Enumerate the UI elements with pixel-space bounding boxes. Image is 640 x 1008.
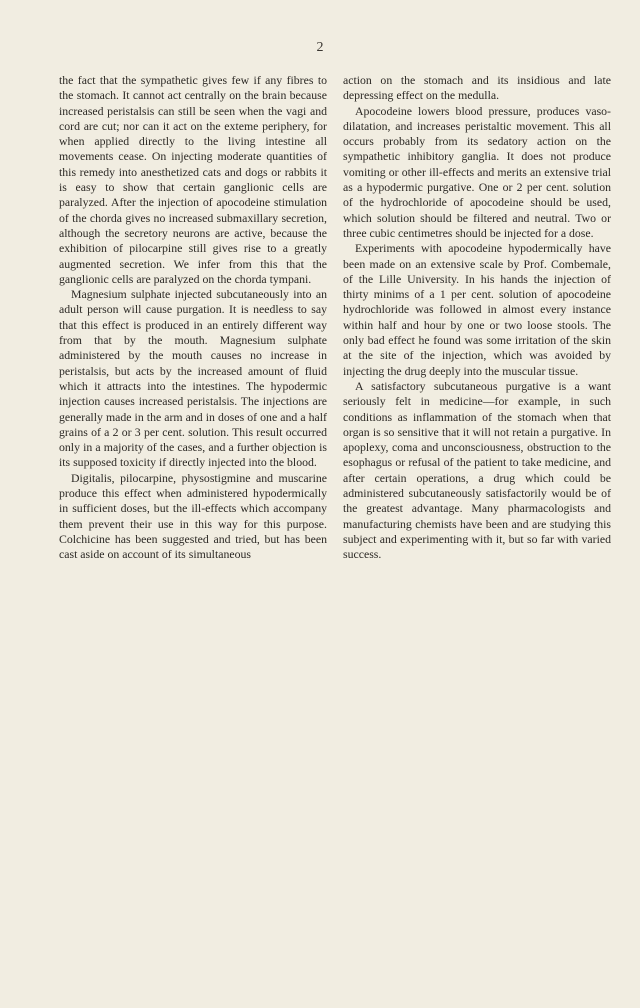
right-text-column	[343, 73, 611, 563]
paragraph: Experiments with apocodeine hypodermically have been made on an extensive scale by Prof. Combemale, of the Lille University. In his hands the injection of thirty minims of a 1 per cent. solution of apocodeine hydrochloride was followed in almost every instance within half and hour by one or two loose stools. The only bad effect he found was some irritation of the skin at the site of the injection, which was avoided by injecting the drug deeply into the muscular tissue.	[343, 241, 611, 378]
paragraph: Apocodeine lowers blood pressure, produces vaso-dilatation, and increases peristaltic movement. This all occurs probably from its sedatory action on the sympathetic inhibitory ganglia. It does not produce vomiting or other ill-effects and merits an extensive trial as a hypodermic purgative. One or 2 per cent. solution of the hydrochloride of apocodeine should be used, which solution should be filtered and neutral. Two or three cubic centimetres should be injected for a dose.	[343, 103, 611, 240]
paragraph: A satisfactory subcutaneous purgative is a want seriously felt in medicine—for example, in such conditions as inflammation of the stomach when that organ is so sensitive that it will not retain a purgative. In apoplexy, coma and unconsciousness, obstruction to the esophagus or refusal of the patient to take medicine, and after certain operations, a drug which could be administered subcutaneously satisfactorily would be of the greatest advantage. Many pharmacologists and manufacturing chemists have been and are studying this subject and experimenting with it, but so far with varied success.	[343, 378, 611, 562]
paragraph: action on the stomach and its insidious and late depressing effect on the medulla.	[343, 73, 611, 103]
paragraph: the fact that the sympathetic gives few if any fibres to the stomach. It cannot act centrally on the brain because increased peristalsis can still be seen when the vagi and cord are cut; nor can it act on the exteme periphery, for when applied directly to the living intestine all movements cease. On injecting moderate quantities of this remedy into anesthetized cats and dogs or rabbits it is easy to show that certain ganglionic cells are paralyzed. After the injection of apocodeine stimulation of the chorda gives no increased submaxillary secretion, although the secretory neurons are active, because the exhibition of pilocarpine still gives rise to a greatly augmented secretion. We infer from this that the ganglionic cells are paralyzed on the chorda tympani.	[59, 73, 327, 286]
paragraph: Magnesium sulphate injected subcutaneously into an adult person will cause purgation. It is needless to say that this effect is produced in an entirely different way from that by the mouth. Magnesium sulphate administered by the mouth causes no increase in peristalsis, but acts by the increased amount of fluid which it attracts into the intestines. The hypodermic injection causes increased peristalsis. The injections are generally made in the arm and in doses of one and a half grains of a 2 or 3 per cent. solution. This result occurred only in a majority of the cases, and a further objection is its supposed toxicity if directly injected into the blood.	[59, 287, 327, 470]
paragraph: Digitalis, pilocarpine, physostigmine and muscarine produce this effect when administered hypodermically in sufficient doses, but the ill-effects which accompany them prevent their use in this way for this purpose. Colchicine has been suggested and tried, but has been cast aside on account of its simultaneous	[59, 470, 327, 562]
page-number: 2	[316, 40, 324, 55]
left-text-column	[59, 73, 327, 563]
